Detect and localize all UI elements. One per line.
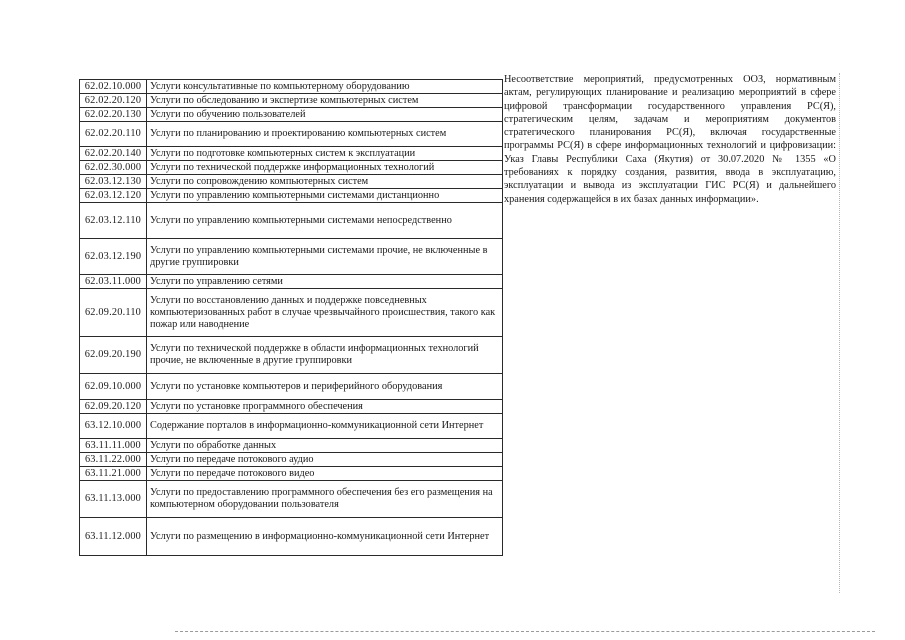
code-cell: 62.09.20.190 (80, 337, 147, 374)
code-cell: 62.02.20.130 (80, 108, 147, 122)
table-row (80, 400, 503, 414)
table-row (80, 203, 503, 239)
table-row (80, 147, 503, 161)
table-row (80, 108, 503, 122)
okpd-codes-table (79, 79, 503, 556)
description-cell: Услуги по управлению компьютерными системами прочие, не включенные в другие группировки (147, 239, 503, 275)
description-cell: Услуги консультативные по компьютерному оборудованию (147, 80, 503, 94)
table-row (80, 175, 503, 189)
description-cell: Услуги по обучению пользователей (147, 108, 503, 122)
table-row (80, 122, 503, 147)
reason-paragraph: Несоответствие мероприятий, предусмотренных ООЗ, нормативным актам, регулирующих планирование и реализацию мероприятий в сфере цифровой трансформации государственного управления РС(Я), стратегическим целям, задачам и мероприятиям документов стратегического планирования РС(Я), включая государственные программы РС(Я) в сфере информационных технологий и цифровизации: Указ Главы Республики Саха (Якутия) от 30.07.2020 № 1355 «О требованиях к порядку создания, развития, ввода в эксплуатацию, эксплуатации и вывода из эксплуатации ГИС РС(Я) и дальнейшего хранения содержащейся в их базах данных информации». (504, 74, 836, 205)
table-row (80, 239, 503, 275)
code-cell: 62.09.20.120 (80, 400, 147, 414)
table-row (80, 289, 503, 337)
table-row (80, 275, 503, 289)
code-cell: 63.11.12.000 (80, 518, 147, 556)
description-cell: Услуги по технической поддержке в области информационных технологий прочие, не включенные в другие группировки (147, 337, 503, 374)
table-row (80, 481, 503, 518)
table-row (80, 94, 503, 108)
description-cell: Услуги по управлению компьютерными системами непосредственно (147, 203, 503, 239)
description-cell: Услуги по установке компьютеров и периферийного оборудования (147, 374, 503, 400)
description-cell: Услуги по управлению сетями (147, 275, 503, 289)
table-row (80, 439, 503, 453)
table-row (80, 80, 503, 94)
code-cell: 63.11.11.000 (80, 439, 147, 453)
code-cell: 62.02.30.000 (80, 161, 147, 175)
code-cell: 62.03.12.110 (80, 203, 147, 239)
description-cell: Услуги по размещению в информационно-коммуникационной сети Интернет (147, 518, 503, 556)
column-divider (839, 73, 840, 593)
description-cell: Услуги по передаче потокового видео (147, 467, 503, 481)
code-cell: 62.02.20.120 (80, 94, 147, 108)
code-cell: 62.03.11.000 (80, 275, 147, 289)
description-cell: Услуги по передаче потокового аудио (147, 453, 503, 467)
code-cell: 62.03.12.190 (80, 239, 147, 275)
description-cell: Услуги по планированию и проектированию компьютерных систем (147, 122, 503, 147)
table-row (80, 337, 503, 374)
description-cell: Содержание порталов в информационно-коммуникационной сети Интернет (147, 414, 503, 439)
table-row (80, 414, 503, 439)
code-cell: 62.03.12.130 (80, 175, 147, 189)
description-cell: Услуги по сопровождению компьютерных систем (147, 175, 503, 189)
table-row (80, 161, 503, 175)
description-cell: Услуги по подготовке компьютерных систем к эксплуатации (147, 147, 503, 161)
description-cell: Услуги по технической поддержке информационных технологий (147, 161, 503, 175)
reason-text-block (504, 73, 836, 206)
description-cell: Услуги по восстановлению данных и поддержке повседневных компьютеризованных работ в случае чрезвычайного происшествия, такого как пожар или наводнение (147, 289, 503, 337)
scan-edge-line (175, 631, 875, 632)
table-row (80, 189, 503, 203)
table-row (80, 453, 503, 467)
code-cell: 62.02.10.000 (80, 80, 147, 94)
description-cell: Услуги по обследованию и экспертизе компьютерных систем (147, 94, 503, 108)
code-cell: 62.02.20.110 (80, 122, 147, 147)
table-row (80, 518, 503, 556)
codes-table-body (80, 80, 503, 556)
code-cell: 62.09.10.000 (80, 374, 147, 400)
code-cell: 63.11.21.000 (80, 467, 147, 481)
description-cell: Услуги по предоставлению программного обеспечения без его размещения на компьютерном оборудовании пользователя (147, 481, 503, 518)
description-cell: Услуги по обработке данных (147, 439, 503, 453)
code-cell: 63.11.22.000 (80, 453, 147, 467)
code-cell: 62.03.12.120 (80, 189, 147, 203)
code-cell: 63.12.10.000 (80, 414, 147, 439)
code-cell: 62.02.20.140 (80, 147, 147, 161)
code-cell: 62.09.20.110 (80, 289, 147, 337)
code-cell: 63.11.13.000 (80, 481, 147, 518)
description-cell: Услуги по установке программного обеспечения (147, 400, 503, 414)
table-row (80, 467, 503, 481)
description-cell: Услуги по управлению компьютерными системами дистанционно (147, 189, 503, 203)
table-row (80, 374, 503, 400)
